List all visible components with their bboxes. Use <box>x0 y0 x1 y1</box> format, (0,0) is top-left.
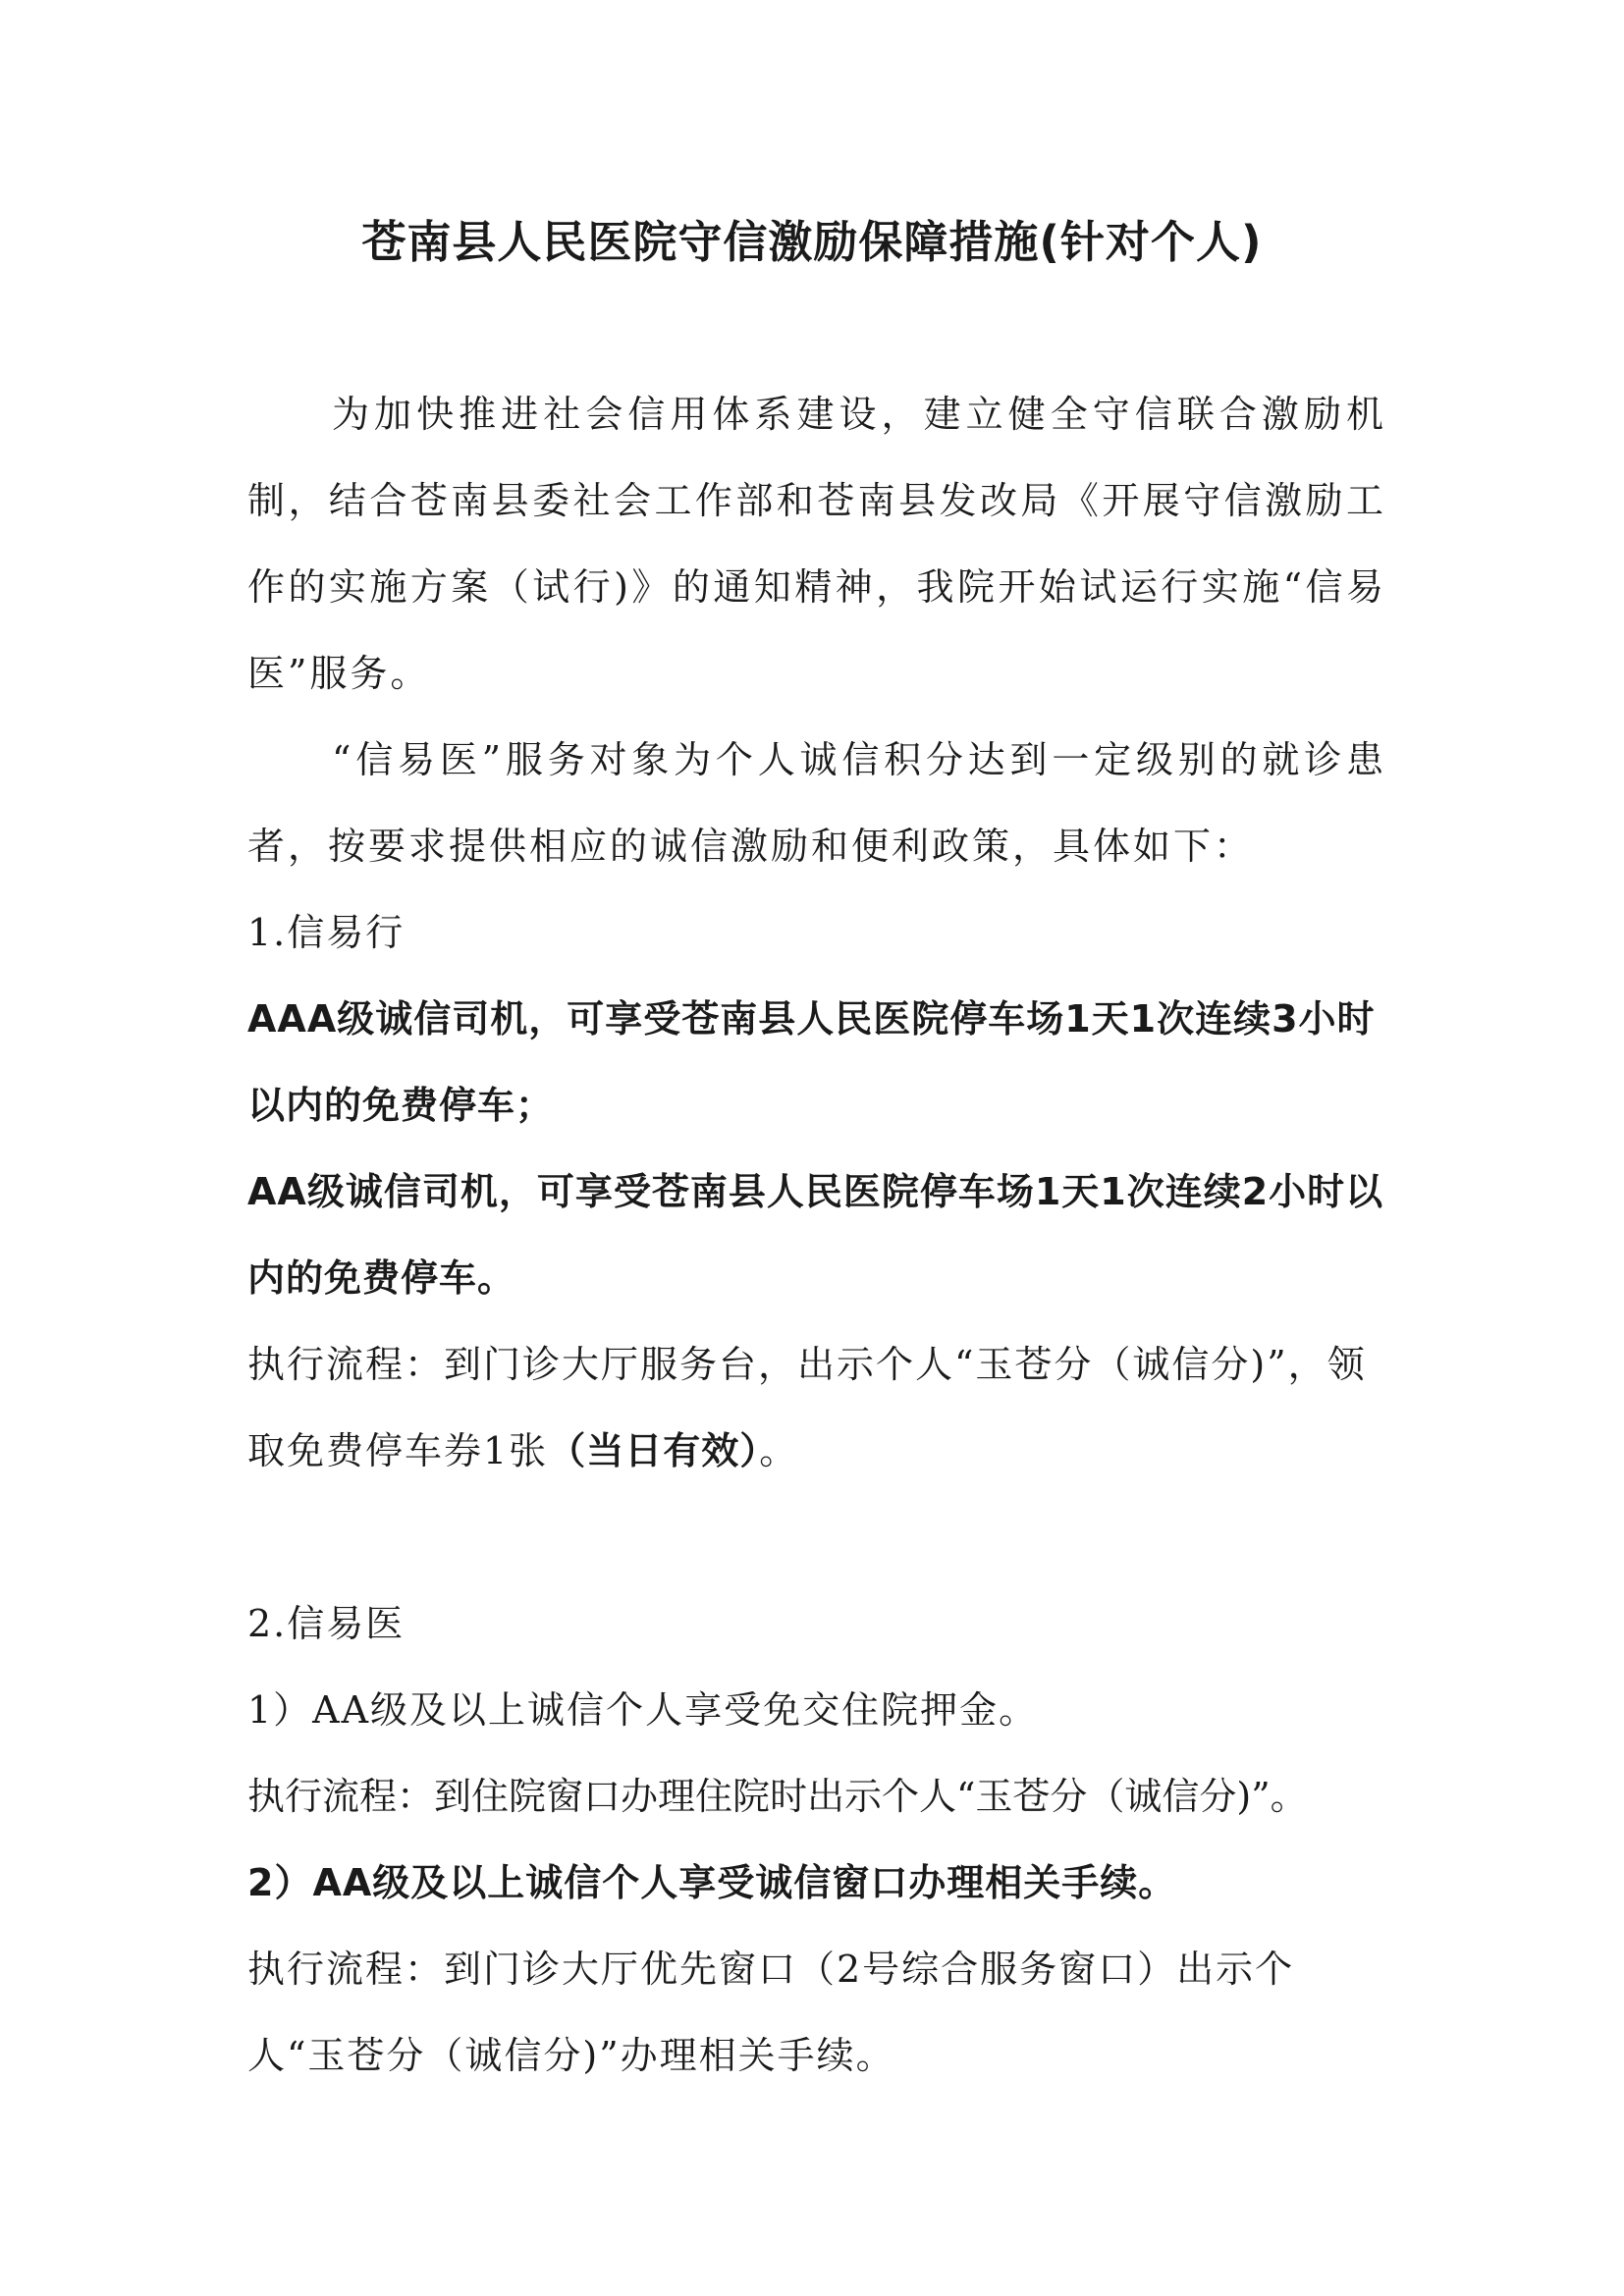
intro-paragraph: 为加快推进社会信用体系建设，建立健全守信联合激励机制，结合苍南县委社会工作部和苍南县发改局《开展守信激励工作的实施方案（试行)》的通知精神，我院开始试运行实施“信易医”服务。 <box>247 393 1386 695</box>
section1-process <box>247 1321 1386 1494</box>
section1-process-text: 执行流程：到门诊大厅服务台，出示个人“玉苍分（诚信分)”，领取免费停车券1张 <box>247 1343 1367 1472</box>
section1-process-end: 。 <box>759 1429 799 1472</box>
aaa-driver-rule: AAA级诚信司机，可享受苍南县人民医院停车场1天1次连续3小时以内的免费停车； <box>247 997 1376 1127</box>
document-body <box>247 371 1386 2099</box>
document-title: 苍南县人民医院守信激励保障措施(针对个人) <box>361 216 1263 268</box>
section-spacer <box>247 1494 1386 1580</box>
section2-item1-process: 执行流程：到住院窗口办理住院时出示个人“玉苍分（诚信分)”。 <box>247 1775 1308 1818</box>
service-paragraph: “信易医”服务对象为个人诚信积分达到一定级别的就诊患者，按要求提供相应的诚信激励和便利政策，具体如下： <box>247 738 1386 868</box>
aa-driver-rule: AA级诚信司机，可享受苍南县人民医院停车场1天1次连续2小时以内的免费停车。 <box>247 1170 1384 1300</box>
section2-item2: 2）AA级及以上诚信个人享受诚信窗口办理相关手续。 <box>247 1861 1177 1904</box>
section1-heading: 1.信易行 <box>247 911 406 954</box>
section2-item1: 1）AA级及以上诚信个人享受免交住院押金。 <box>247 1688 1039 1732</box>
section1-process-validity: （当日有效） <box>548 1429 760 1472</box>
section2-item2-process: 执行流程：到门诊大厅优先窗口（2号综合服务窗口）出示个人“玉苍分（诚信分)”办理相关手续。 <box>247 1948 1295 2077</box>
section2-heading: 2.信易医 <box>247 1602 406 1645</box>
